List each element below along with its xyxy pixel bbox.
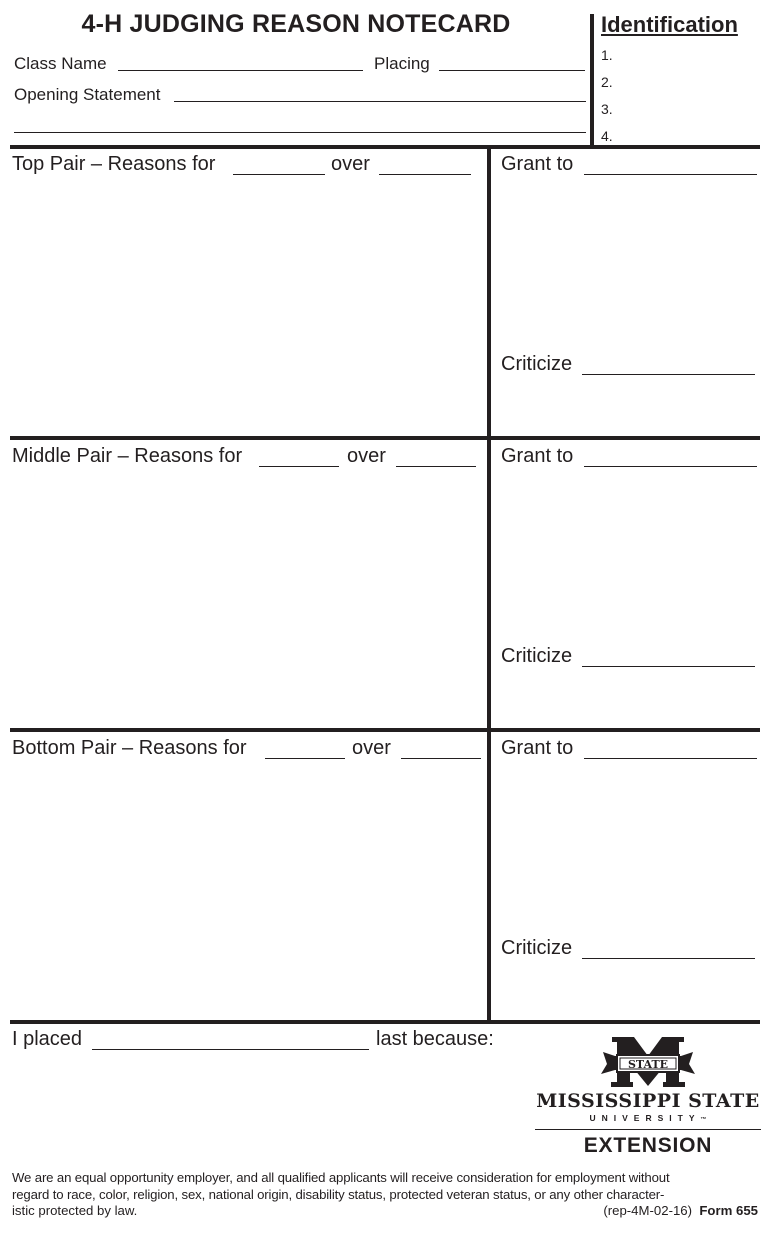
middle-pair-over-label: over — [347, 445, 386, 467]
class-name-label: Class Name — [14, 54, 107, 73]
middle-pair-criticize-label: Criticize — [501, 645, 573, 667]
identification-item-2[interactable]: 2. — [601, 74, 613, 90]
placing-label: Placing — [374, 54, 430, 73]
top-pair-first-field[interactable] — [233, 174, 325, 175]
bottom-pair-second-field[interactable] — [401, 758, 481, 759]
footer-disclaimer — [12, 1170, 758, 1220]
top-pair-grant-label: Grant to — [501, 153, 574, 175]
bottom-pair-first-field[interactable] — [265, 758, 345, 759]
bottom-pair-grant-label: Grant to — [501, 737, 574, 759]
svg-text:STATE: STATE — [627, 1058, 669, 1071]
bottom-pair-grant-field[interactable] — [584, 758, 757, 759]
middle-pair-first-field[interactable] — [259, 466, 339, 467]
section-divider-top — [10, 145, 760, 149]
identification-divider — [590, 14, 594, 148]
identification-title: Identification — [601, 12, 738, 37]
column-divider — [487, 147, 491, 1022]
bottom-pair-reasons-area[interactable] — [12, 766, 482, 1016]
msu-extension: EXTENSION — [583, 1134, 713, 1157]
identification-item-1[interactable]: 1. — [601, 47, 613, 63]
middle-pair-reasons-label: Middle Pair – Reasons for — [12, 445, 243, 467]
middle-pair-grant-label: Grant to — [501, 445, 574, 467]
msu-m-state-icon — [535, 1034, 761, 1090]
logo-divider — [535, 1129, 761, 1130]
bottom-pair-criticize-field[interactable] — [582, 958, 755, 959]
opening-statement-label: Opening Statement — [14, 85, 161, 104]
opening-statement-field[interactable] — [174, 101, 586, 102]
form-code — [603, 1203, 758, 1220]
top-pair-criticize-label: Criticize — [501, 353, 573, 375]
middle-pair-second-field[interactable] — [396, 466, 476, 467]
section-divider-last — [10, 1020, 760, 1024]
bottom-pair-over-label: over — [352, 737, 391, 759]
top-pair-second-field[interactable] — [379, 174, 471, 175]
last-placed-field[interactable] — [92, 1049, 369, 1050]
top-pair-reasons-area[interactable] — [12, 182, 482, 432]
last-because-area[interactable] — [12, 1056, 522, 1161]
middle-pair-grant-field[interactable] — [584, 466, 757, 467]
msu-extension-logo — [535, 1034, 761, 1158]
footer-line-3: istic protected by law. — [12, 1203, 138, 1218]
middle-pair-criticize-field[interactable] — [582, 666, 755, 667]
msu-university: UNIVERSITY — [589, 1113, 701, 1123]
footer-line-2: regard to race, color, religion, sex, national origin, disability status, protected veteran status, or any other character- — [12, 1186, 665, 1202]
identification-item-4[interactable]: 4. — [601, 128, 613, 144]
bottom-pair-reasons-label: Bottom Pair – Reasons for — [12, 737, 247, 759]
top-pair-criticize-field[interactable] — [582, 374, 755, 375]
section-divider-middle — [10, 436, 760, 440]
middle-pair-reasons-area[interactable] — [12, 474, 482, 724]
trademark: ™ — [700, 1117, 707, 1123]
msu-name: MISSISSIPPI STATE — [536, 1090, 760, 1112]
form-title: 4-H JUDGING REASON NOTECARD — [81, 10, 511, 38]
identification-item-3[interactable]: 3. — [601, 101, 613, 117]
top-pair-grant-field[interactable] — [584, 174, 757, 175]
placed-label: I placed — [12, 1028, 83, 1050]
bottom-pair-criticize-label: Criticize — [501, 937, 573, 959]
rep-code: (rep-4M-02-16) — [603, 1203, 693, 1218]
opening-statement-field-line2[interactable] — [14, 132, 586, 133]
class-name-field[interactable] — [118, 70, 363, 71]
footer-line-1: We are an equal opportunity employer, and all qualified applicants will receive consideration for employment without — [12, 1170, 670, 1185]
section-divider-bottom — [10, 728, 760, 732]
top-pair-over-label: over — [331, 153, 370, 175]
form-number: Form 655 — [699, 1203, 758, 1218]
placing-field[interactable] — [439, 70, 585, 71]
last-because-label: last because: — [376, 1028, 494, 1050]
top-pair-reasons-label: Top Pair – Reasons for — [12, 153, 216, 175]
